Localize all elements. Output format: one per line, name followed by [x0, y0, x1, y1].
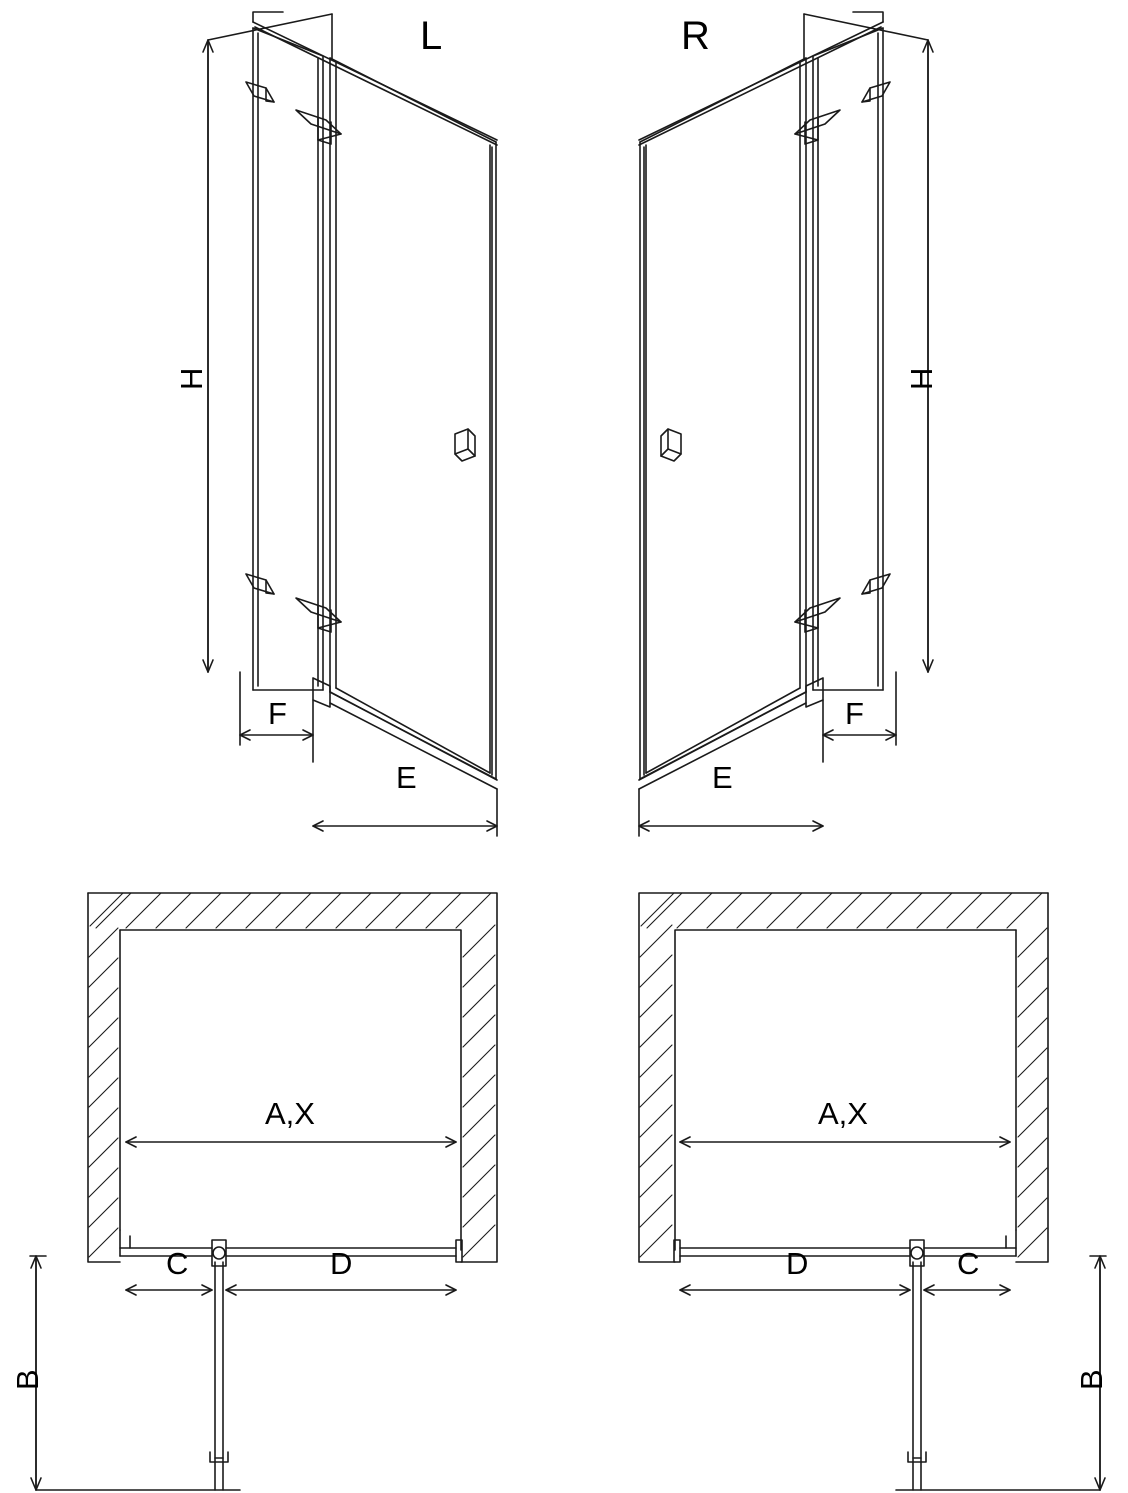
iso-right-hinge-lower: [862, 574, 890, 594]
plan-right-door-open: [908, 1262, 926, 1490]
label-plan-right-AX: A,X: [818, 1096, 868, 1131]
label-iso-left-F: F: [268, 696, 287, 731]
iso-left-hinge-upper: [246, 82, 274, 102]
plan-left-dim-AX: [126, 1137, 456, 1147]
plan-left-wall-hatch-left: [89, 928, 118, 1257]
plan-view-left: [30, 893, 497, 1490]
iso-right-dim-H: [923, 40, 933, 672]
plan-left-wall-hatch-right: [463, 925, 495, 1257]
label-plan-right-D: D: [786, 1246, 809, 1281]
label-left-hand: L: [420, 14, 443, 58]
iso-right-door-panel: [640, 58, 806, 779]
label-iso-right-E: E: [712, 760, 733, 795]
label-plan-right-C: C: [957, 1246, 980, 1281]
plan-left-wall-outline: [88, 893, 497, 1262]
label-plan-left-AX: A,X: [265, 1096, 315, 1131]
plan-left-wall-hatch: [90, 893, 491, 928]
iso-right-wall: [804, 14, 928, 672]
plan-right-dim-D-C: [680, 1285, 1010, 1295]
plan-left-door-open: [210, 1262, 228, 1490]
iso-left-dim-H: [203, 40, 213, 672]
label-plan-left-B: B: [10, 1369, 45, 1390]
label-iso-right-height: H: [904, 367, 939, 390]
plan-left-hinge-post: [212, 1240, 226, 1266]
iso-right-door-knob: [661, 429, 681, 461]
plan-right-dim-AX: [680, 1137, 1010, 1147]
plan-view-right: [639, 893, 1109, 1490]
plan-right-wall-hatch: [641, 893, 1042, 928]
label-plan-right-B: B: [1074, 1369, 1109, 1390]
iso-view-left: [203, 12, 497, 836]
label-iso-left-E: E: [396, 760, 417, 795]
label-plan-left-C: C: [166, 1246, 189, 1281]
label-right-hand: R: [681, 14, 710, 58]
plan-right-wall-hatch-left: [640, 925, 672, 1257]
label-plan-left-D: D: [330, 1246, 353, 1281]
iso-right-hinge-upper: [862, 82, 890, 102]
iso-view-right: [639, 12, 933, 836]
iso-left-door-knob: [455, 429, 475, 461]
plan-right-wall-hatch-right: [1018, 928, 1047, 1257]
label-iso-right-F: F: [845, 696, 864, 731]
iso-right-header-rail: [639, 12, 883, 145]
iso-left-header-rail: [253, 12, 497, 145]
label-iso-left-height: H: [174, 367, 209, 390]
plan-left-dim-C-D: [126, 1285, 456, 1295]
iso-left-door-panel: [330, 58, 496, 779]
iso-left-wall: [208, 14, 332, 672]
iso-left-hinge-lower: [246, 574, 274, 594]
plan-right-wall-outline: [639, 893, 1048, 1262]
plan-right-hinge-post: [910, 1240, 924, 1266]
